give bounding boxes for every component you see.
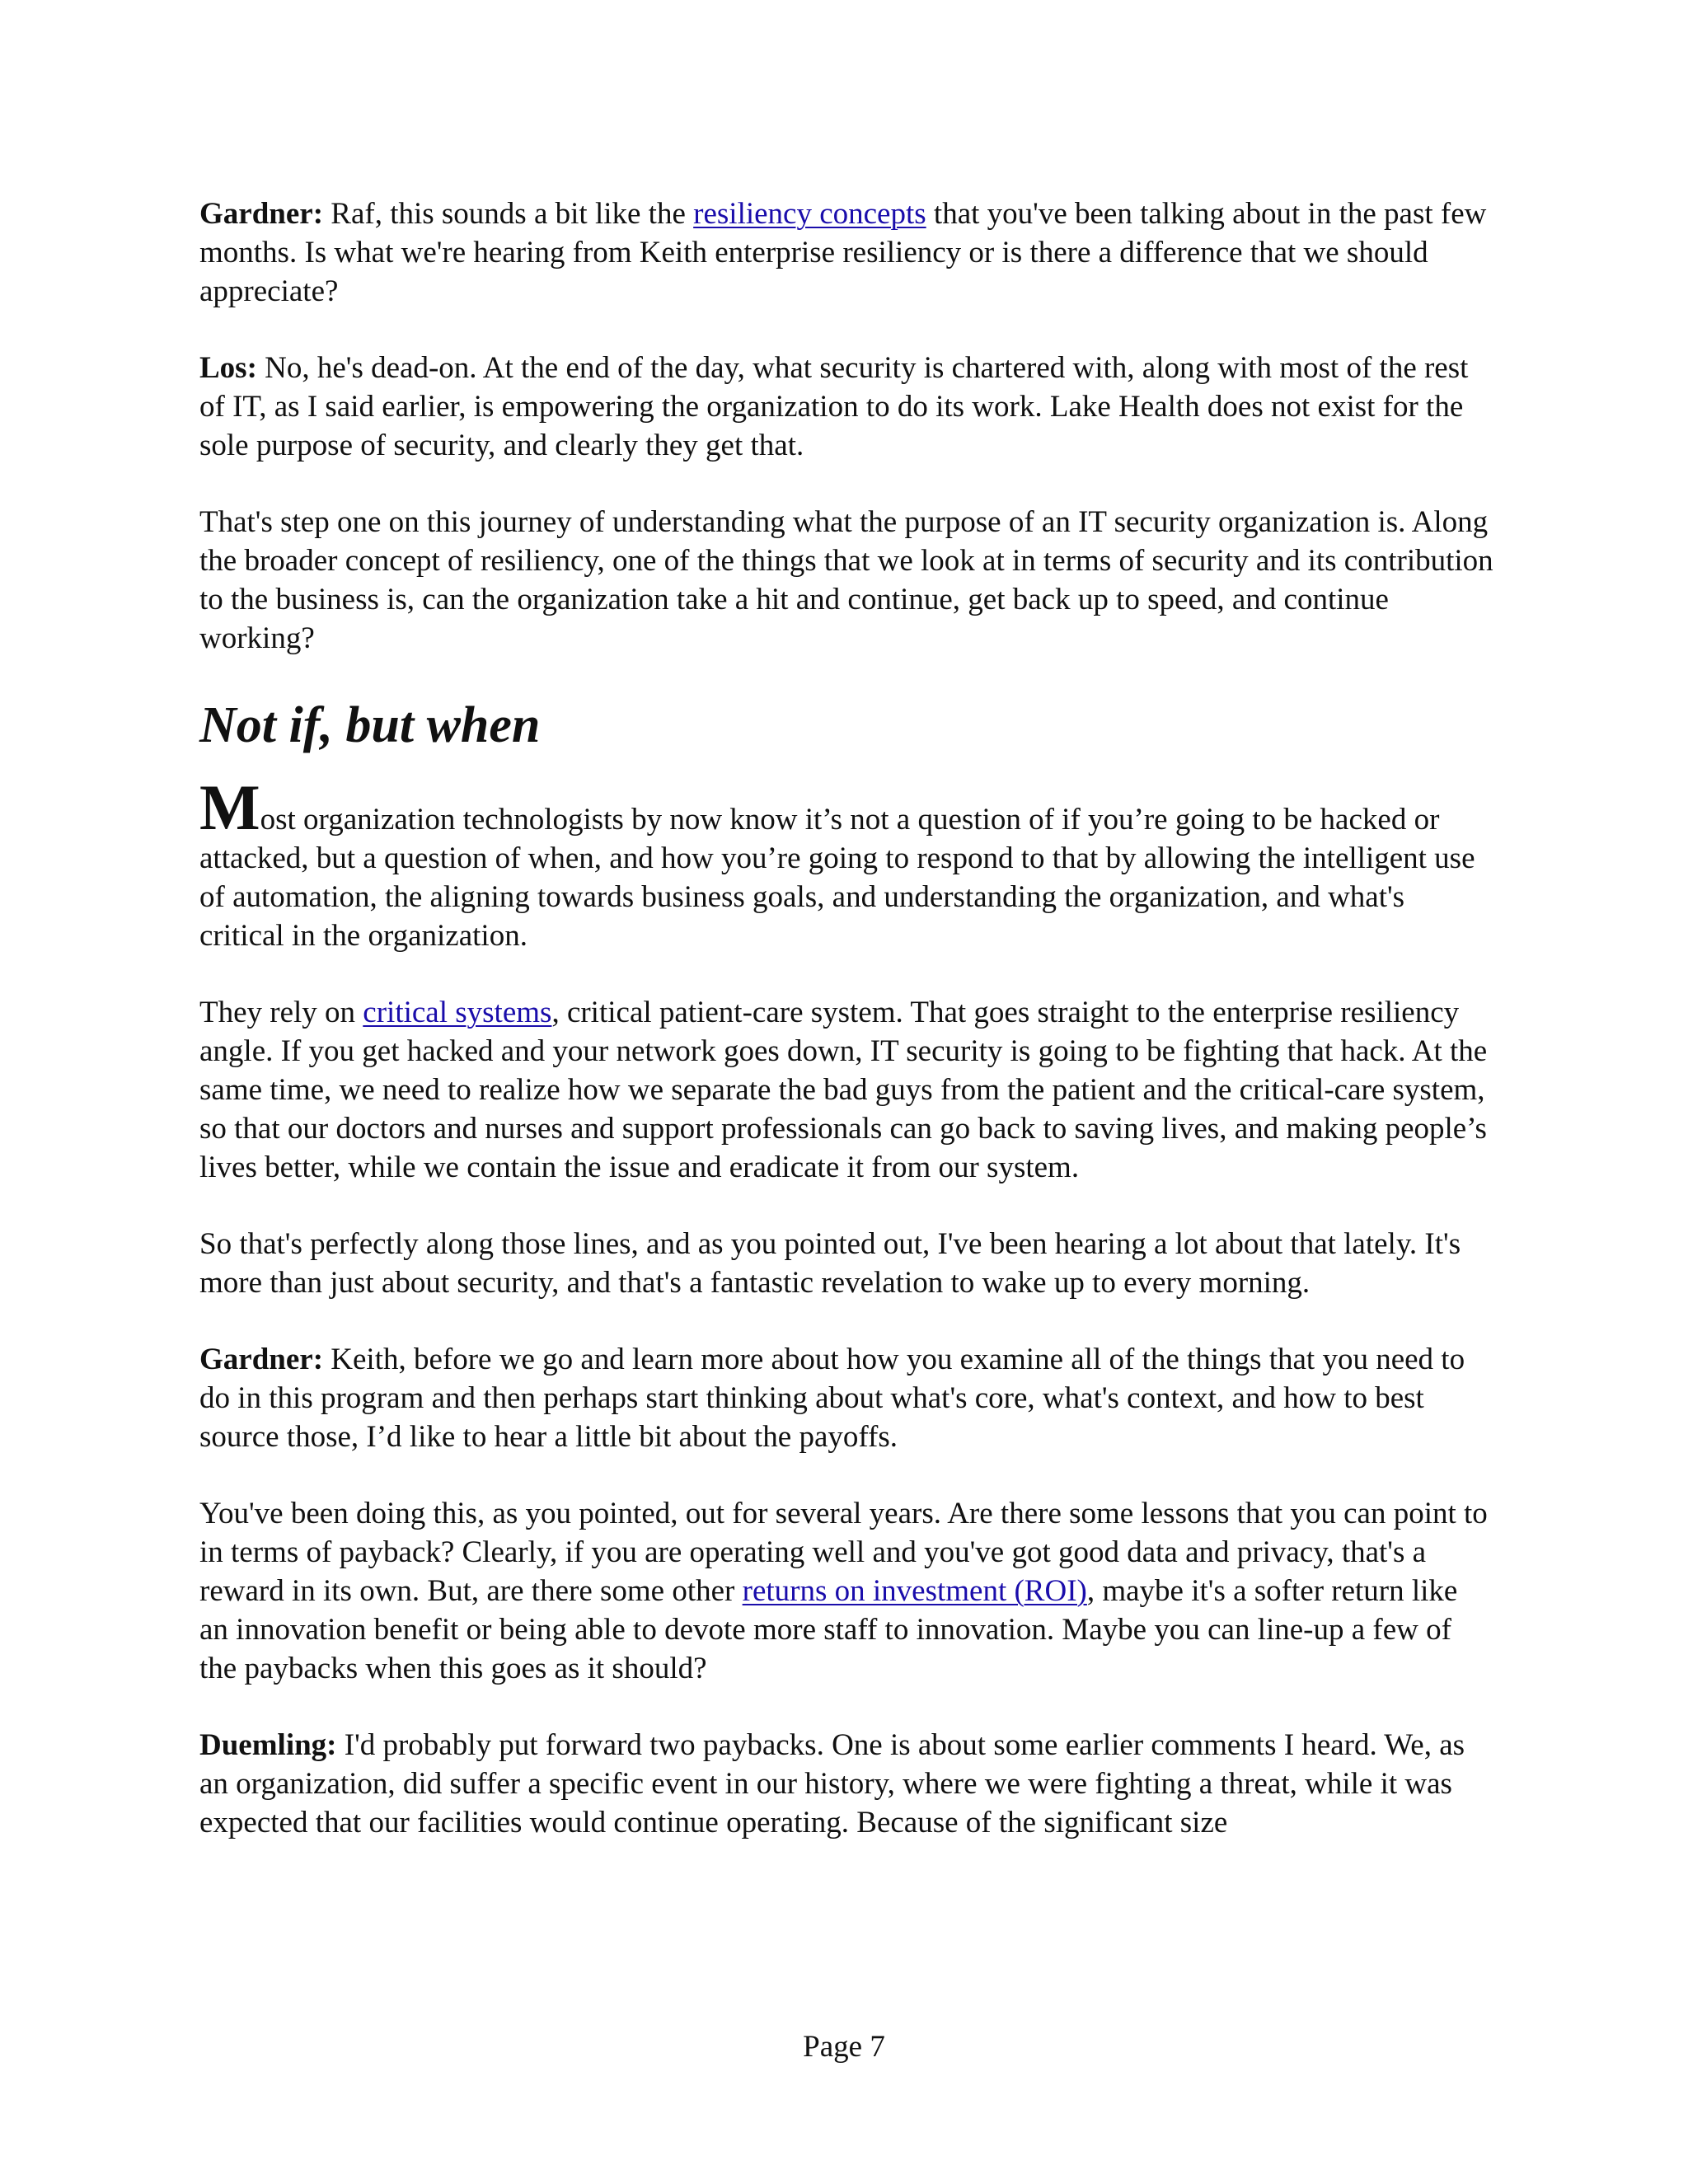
paragraph-payback: [199, 1494, 1493, 1688]
paragraph-text: They rely on: [199, 996, 363, 1029]
paragraph-critical-systems: [199, 993, 1493, 1187]
page-number: Page 7: [803, 2030, 885, 2064]
paragraph-text: You've been doing this, as you pointed, out for several years. Are there some lessons that you can point to in terms of payback? Clearly, if you are operating well and you've got good data and privacy, that's a reward in its own. But, are there some other: [199, 1497, 1488, 1608]
speaker-label: Gardner:: [199, 1343, 324, 1376]
speaker-label: Los:: [199, 351, 257, 385]
paragraph-los: [199, 349, 1493, 465]
drop-cap-letter: M: [199, 771, 260, 843]
paragraph-text: , maybe it's a softer return like an innovation benefit or being able to devote more staff to innovation. Maybe you can line-up a few of the paybacks when this goes as it should?: [199, 1574, 1458, 1685]
paragraph-gardner-1: [199, 194, 1493, 311]
speaker-label: Gardner:: [199, 197, 324, 231]
paragraph-text: So that's perfectly along those lines, and as you pointed out, I've been hearing a lot about that lately. It's more than just about security, and that's a fantastic revelation to wake up to every morning.: [199, 1227, 1461, 1300]
paragraph-gardner-2: [199, 1340, 1493, 1456]
paragraph-text: That's step one on this journey of understanding what the purpose of an IT security organization is. Along the broader concept of resiliency, one of the things that we look at in terms of security and its contribution to the business is, can the organization take a hit and continue, get back up to speed, and continue working?: [199, 505, 1493, 655]
paragraph-duemling: [199, 1726, 1493, 1842]
section-heading: Not if, but when: [199, 697, 541, 753]
speaker-label: Duemling:: [199, 1728, 337, 1762]
paragraph-text: No, he's dead-on. At the end of the day, what security is chartered with, along with most of the rest of IT, as I said earlier, is empowering the organization to do its work. Lake Health does not exist for the sole purpose of security, and clearly they get that.: [199, 351, 1469, 462]
paragraph-text: that you've been talking about in the past few months. Is what we're hearing from Keith enterprise resiliency or is there a difference that we should appreciate?: [199, 197, 1487, 308]
roi-link[interactable]: returns on investment (ROI): [742, 1574, 1087, 1608]
paragraph-text: I'd probably put forward two paybacks. One is about some earlier comments I heard. We, as an organization, did suffer a specific event in our history, where we were fighting a threat, while it was expected that our facilities would continue operating. Because of the significant size: [199, 1728, 1465, 1840]
paragraph-text: , critical patient-care system. That goes straight to the enterprise resiliency angle. If you get hacked and your network goes down, IT security is going to be fighting that hack. At the same time, we need to realize how we separate the bad guys from the patient and the critical-care system, so that our doctors and nurses and support professionals can go back to saving lives, and making people’s lives better, while we contain the issue and eradicate it from our system.: [199, 996, 1488, 1184]
paragraph-text: ost organization technologists by now know it’s not a question of if you’re going to be hacked or attacked, but a question of when, and how you’re going to respond to that by allowing the intelligent use of automation, the aligning towards business goals, and understanding the organization, and what's critical in the organization.: [199, 803, 1475, 953]
paragraph-step-one: [199, 503, 1493, 658]
critical-systems-link[interactable]: critical systems: [363, 996, 552, 1029]
paragraph-text: Keith, before we go and learn more about how you examine all of the things that you need to do in this program and then perhaps start thinking about what's core, what's context, and how to best source those, I’d like to hear a little bit about the payoffs.: [199, 1343, 1465, 1454]
document-page: [199, 194, 1493, 1842]
paragraph-lines: [199, 1225, 1493, 1302]
paragraph-dropcap: [199, 771, 1493, 955]
paragraph-text: Raf, this sounds a bit like the: [323, 197, 694, 231]
resiliency-concepts-link[interactable]: resiliency concepts: [693, 197, 926, 231]
